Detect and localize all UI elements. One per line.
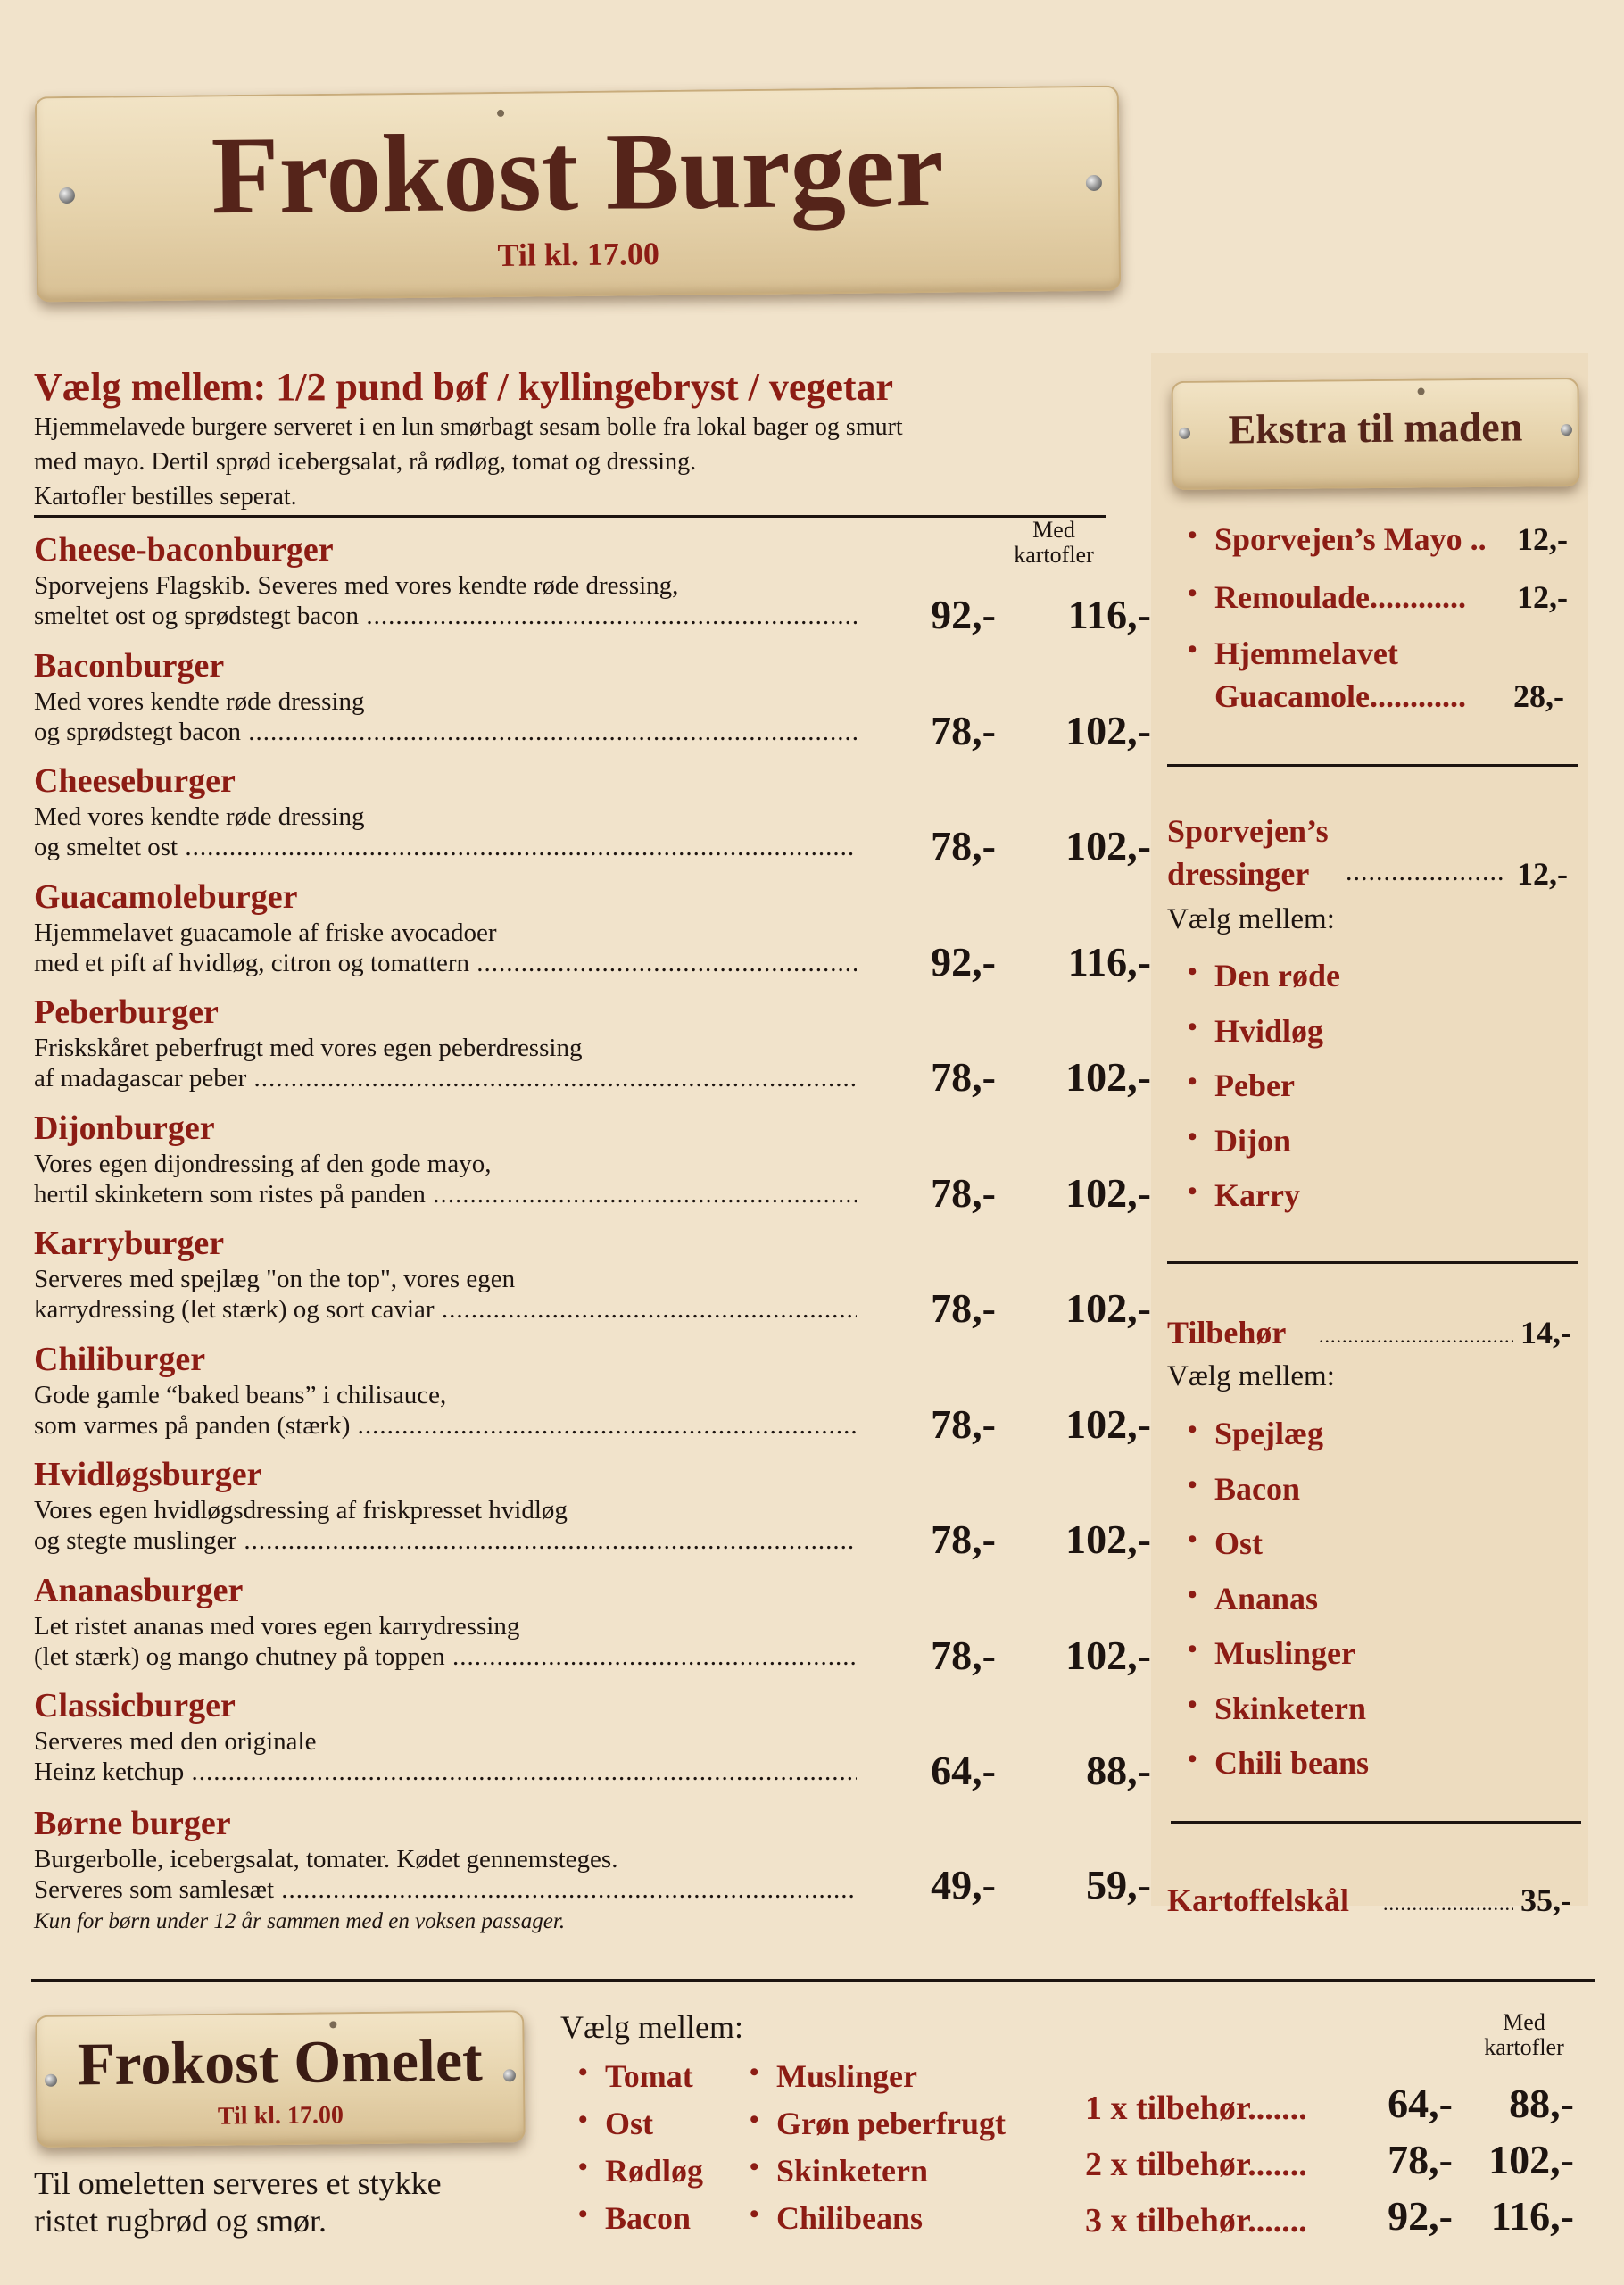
item-price: 92,- — [931, 939, 996, 985]
item-name: Karryburger — [34, 1225, 225, 1262]
item-price: 78,- — [931, 1633, 996, 1678]
item-price-with-fries: 88,- — [1086, 1748, 1151, 1793]
omelet-option: • Skinketern — [776, 2152, 928, 2189]
item-price: 92,- — [931, 592, 996, 637]
side-option: • Chili beans — [1214, 1744, 1369, 1782]
omelet-description: ristet rugbrød og smør. — [34, 2203, 327, 2239]
item-name: Hvidløgsburger — [34, 1456, 262, 1493]
extra-price: 12,- — [1517, 521, 1568, 557]
item-price-with-fries: 102,- — [1065, 1516, 1151, 1562]
fries-bowl-title: Kartoffelskål — [1167, 1882, 1349, 1918]
divider — [1167, 764, 1578, 767]
item-description: Hjemmelavet guacamole af friske avocadoer — [34, 918, 497, 947]
item-description: Sporvejens Flagskib. Severes med vores kendte røde dressing, — [34, 571, 679, 600]
omelet-price: 78,- — [1388, 2137, 1453, 2182]
divider — [1171, 1821, 1581, 1824]
item-price-with-fries: 102,- — [1065, 823, 1151, 868]
page-subtitle: Til kl. 17.00 — [497, 236, 660, 273]
item-description: af madagascar peber ..... — [34, 1064, 857, 1093]
divider — [1167, 1261, 1578, 1264]
menu-item — [34, 530, 1151, 646]
item-description: Heinz ketchup ..... — [34, 1757, 857, 1787]
item-price: 78,- — [931, 1170, 996, 1216]
item-price-with-fries: 102,- — [1065, 1285, 1151, 1331]
item-price: 64,- — [931, 1748, 996, 1793]
item-name: Cheese-baconburger — [34, 531, 334, 569]
side-option: • Skinketern — [1214, 1690, 1366, 1727]
leader-dots — [1319, 1325, 1513, 1348]
dressings-price: 12,- — [1517, 856, 1568, 892]
item-description: Med vores kendte røde dressing — [34, 687, 365, 716]
dressing-option: • Den røde — [1214, 957, 1340, 994]
item-name: Ananasburger — [34, 1572, 244, 1609]
menu-item — [34, 1455, 1151, 1571]
omelet-subtitle: Til kl. 17.00 — [217, 2101, 344, 2131]
omelet-option: • Bacon — [605, 2199, 691, 2237]
dressings-title: Sporvejen’s — [1167, 813, 1329, 849]
menu-item — [34, 1571, 1151, 1687]
item-price: 78,- — [931, 823, 996, 868]
side-option: • Ost — [1214, 1525, 1263, 1562]
intro-line: Kartofler bestilles seperat. — [34, 483, 297, 511]
item-description: Serveres som samlesæt ..... — [34, 1875, 857, 1905]
item-price: 78,- — [931, 708, 996, 753]
menu-item — [34, 1686, 1151, 1802]
dressing-option: • Karry — [1214, 1176, 1300, 1214]
intro-line: med mayo. Dertil sprød icebergsalat, rå rødløg, tomat og dressing. — [34, 448, 697, 476]
item-description: Serveres med spejlæg "on the top", vores egen — [34, 1265, 516, 1293]
divider — [34, 515, 1106, 518]
dressing-option: • Dijon — [1214, 1122, 1291, 1159]
item-name: Cheeseburger — [34, 762, 236, 800]
extras-plaque — [1171, 378, 1579, 490]
item-description: (let stærk) og mango chutney på toppen ..... — [34, 1642, 857, 1672]
sides-title: Tilbehør — [1167, 1315, 1287, 1350]
nail-icon — [1418, 388, 1425, 395]
menu-item — [34, 1804, 1151, 1938]
item-note: Kun for børn under 12 år sammen med en voksen passager. — [34, 1909, 566, 1933]
item-price: 78,- — [931, 1285, 996, 1331]
extra-price: 12,- — [1517, 579, 1568, 615]
omelet-price-with-fries: 88,- — [1509, 2081, 1574, 2126]
item-description: Burgerbolle, icebergsalat, tomater. Kødet gennemsteges. — [34, 1845, 618, 1874]
item-description: Gode gamle “baked beans” i chilisauce, — [34, 1381, 447, 1409]
extra-price: 28,- — [1513, 678, 1564, 714]
extras-title: Ekstra til maden — [1228, 403, 1523, 453]
menu-item — [34, 1109, 1151, 1225]
item-description: Serveres med den originale — [34, 1727, 317, 1756]
choose-label: Vælg mellem: — [1167, 1360, 1335, 1392]
item-price: 78,- — [931, 1401, 996, 1447]
item-description: hertil skinketern som ristes på panden ..... — [34, 1180, 857, 1209]
menu-item — [34, 1340, 1151, 1456]
extra-item: • Remoulade............ — [1214, 578, 1466, 616]
omelet-option: • Rødløg — [605, 2152, 703, 2189]
intro-heading: Vælg mellem: 1/2 pund bøf / kyllingebryst / vegetar — [34, 365, 894, 409]
column-header-with-fries: Med kartofler — [1484, 2009, 1564, 2060]
item-description: smeltet ost og sprødstegt bacon ..... — [34, 602, 857, 631]
side-option: • Spejlæg — [1214, 1415, 1323, 1452]
item-description: Friskskåret peberfrugt med vores egen peberdressing — [34, 1034, 583, 1062]
divider — [31, 1979, 1595, 1982]
omelet-option: • Muslinger — [776, 2057, 917, 2095]
item-name: Peberburger — [34, 993, 219, 1031]
header-plaque — [35, 86, 1121, 303]
menu-item — [34, 646, 1151, 762]
sides-price: 14,- — [1520, 1315, 1571, 1350]
dressing-option: • Hvidløg — [1214, 1012, 1323, 1050]
menu-item — [34, 1224, 1151, 1340]
item-description: karrydressing (let stærk) og sort caviar ..... — [34, 1295, 857, 1325]
item-description: Vores egen hvidløgsdressing af friskpresset hvidløg — [34, 1496, 568, 1525]
item-name: Guacamoleburger — [34, 878, 298, 916]
omelet-option: • Tomat — [605, 2057, 693, 2095]
item-price-with-fries: 116,- — [1067, 939, 1151, 985]
item-name: Baconburger — [34, 647, 225, 685]
item-description: som varmes på panden (stærk) ..... — [34, 1411, 857, 1441]
dressing-option: • Peber — [1214, 1067, 1295, 1104]
item-price-with-fries: 102,- — [1065, 1170, 1151, 1216]
leader-dots — [1346, 857, 1506, 887]
side-option: • Bacon — [1214, 1470, 1300, 1508]
extra-item-cont: Guacamole............ — [1214, 678, 1466, 714]
omelet-option: • Ost — [605, 2105, 653, 2142]
item-name: Børne burger — [34, 1805, 231, 1842]
extra-item: • Sporvejen’s Mayo .. — [1214, 520, 1487, 558]
omelet-price: 92,- — [1388, 2193, 1453, 2239]
omelet-option: • Grøn peberfrugt — [776, 2105, 1006, 2142]
choose-label: Vælg mellem: — [1167, 903, 1335, 935]
item-description: Med vores kendte røde dressing — [34, 802, 365, 831]
side-option: • Ananas — [1214, 1580, 1318, 1617]
omelet-option-count: 3 x tilbehør....... — [1085, 2202, 1307, 2239]
item-price-with-fries: 102,- — [1065, 1633, 1151, 1678]
extra-item: • Hjemmelavet — [1214, 635, 1398, 672]
menu-item — [34, 877, 1151, 993]
omelet-option-count: 2 x tilbehør....... — [1085, 2146, 1307, 2183]
item-name: Classicburger — [34, 1687, 236, 1724]
omelet-price: 64,- — [1388, 2081, 1453, 2126]
omelet-title: Frokost Omelet — [77, 2025, 484, 2098]
item-description: med et pift af hvidløg, citron og tomattern ..... — [34, 949, 857, 978]
menu-item — [34, 761, 1151, 877]
item-price-with-fries: 59,- — [1086, 1862, 1151, 1907]
omelet-description: Til omeletten serveres et stykke — [34, 2165, 442, 2201]
item-description: Let ristet ananas med vores egen karrydressing — [34, 1612, 520, 1641]
item-price-with-fries: 102,- — [1065, 1054, 1151, 1100]
omelet-price-with-fries: 116,- — [1490, 2193, 1574, 2239]
page-title: Frokost Burger — [211, 106, 945, 237]
item-price-with-fries: 102,- — [1065, 1401, 1151, 1447]
item-name: Dijonburger — [34, 1109, 215, 1147]
item-description: Vores egen dijondressing af den gode mayo, — [34, 1150, 492, 1178]
omelet-option: • Chilibeans — [776, 2199, 923, 2237]
item-price-with-fries: 116,- — [1067, 592, 1151, 637]
side-option: • Muslinger — [1214, 1634, 1355, 1672]
choose-label: Vælg mellem: — [560, 2009, 743, 2045]
item-name: Chiliburger — [34, 1341, 206, 1378]
item-description: og smeltet ost ..... — [34, 833, 857, 862]
item-description: og sprødstegt bacon ..... — [34, 718, 857, 747]
intro-line: Hjemmelavede burgere serveret i en lun smørbagt sesam bolle fra lokal bager og smurt — [34, 413, 903, 441]
item-price: 49,- — [931, 1862, 996, 1907]
item-price: 78,- — [931, 1516, 996, 1562]
omelet-option-count: 1 x tilbehør....... — [1085, 2090, 1307, 2127]
item-description: og stegte muslinger ..... — [34, 1526, 857, 1556]
menu-item — [34, 993, 1151, 1109]
omelet-price-with-fries: 102,- — [1488, 2137, 1574, 2182]
fries-bowl-price: 35,- — [1520, 1882, 1571, 1918]
dressings-title: dressinger — [1167, 856, 1310, 892]
omelet-plaque — [35, 2010, 526, 2148]
item-price-with-fries: 102,- — [1065, 708, 1151, 753]
column-header-with-fries: Med kartofler — [1014, 517, 1094, 568]
leader-dots — [1383, 1892, 1513, 1915]
item-price: 78,- — [931, 1054, 996, 1100]
